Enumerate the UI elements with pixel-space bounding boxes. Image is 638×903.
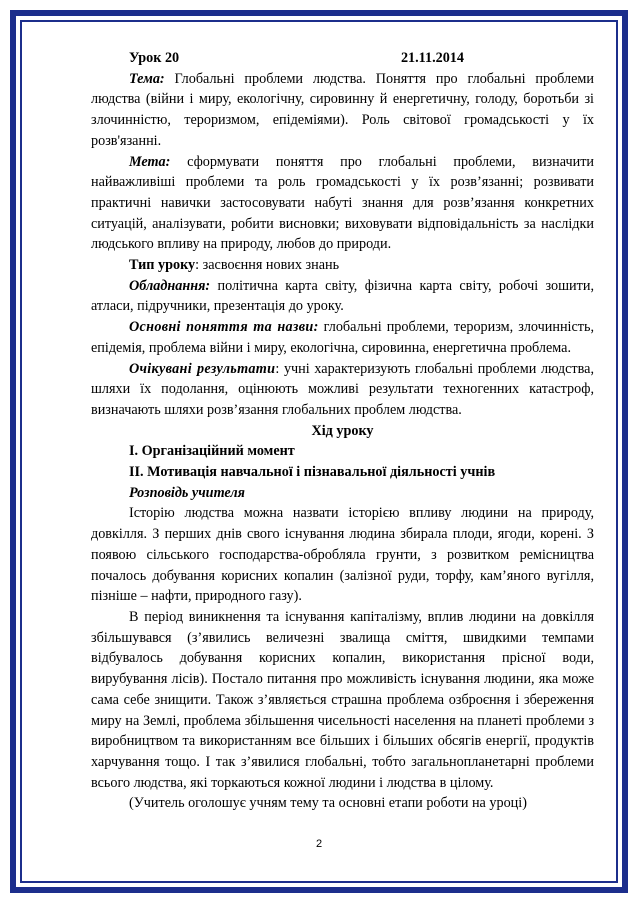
body-paragraph-2: В період виникнення та існування капіталізму, вплив людини на довкілля збільшувався (з’явились величезні звалища сміття, швидкими темпами відбувалось добування корисних копалин, використання прісної води, вирубування лісів). Постало питання про можливість існування людини, яка може сама себе знищити. Також з’являється страшна проблема озброєння і збереження миру на Землі, проблема збільшення чисельності населення на планеті проблеми з виробництвом та використанням все більших і більших обсягів енергії, продуктів харчування тощо. І так з’явилися глобальні, тобто загальнопланетарні проблеми всього людства, які торкаються кожної людини і людства в цілому. (91, 608, 594, 791)
section-motivation: ІІ. Мотивація навчальної і пізнавальної діяльності учнів (129, 464, 496, 481)
section-organizational: І. Організаційний момент (129, 443, 295, 460)
concepts-label: Основні поняття та назви: (129, 319, 319, 336)
topic-paragraph (91, 69, 594, 152)
goal-text: сформувати поняття про глобальні проблеми, визначити найважливіші проблеми та роль громадськості у їх розв’язанні; розвивати практичні навички застосовувати набуті знання для розв’язання конкретних ситуацій, аналізувати, робити висновки; виховувати відповідальність за наслідки людського впливу на природу, любов до природи. (91, 153, 594, 253)
topic-label: Тема: (129, 70, 165, 87)
equipment-label: Обладнання: (129, 277, 211, 294)
concepts-paragraph (91, 317, 594, 358)
teacher-story-heading: Розповідь учителя (129, 484, 245, 501)
equipment-paragraph (91, 276, 594, 317)
goal-label: Мета: (129, 153, 171, 170)
document-body (91, 48, 594, 814)
lesson-type-label: Тип уроку (129, 257, 196, 274)
course-heading: Хід уроку (311, 422, 374, 439)
concepts-text: глобальні проблеми, тероризм, злочинність, епідемія, проблема війни і миру, екологічна, сировинна, енергетична проблема. (91, 319, 594, 356)
lesson-header (91, 48, 594, 69)
topic-text: Глобальні проблеми людства. Поняття про глобальні проблеми людства (війни і миру, екологічну, сировинну й енергетичну, голоду, боротьби зі злочинністю, тероризмом, епідеміями). Роль світової громадськості у їх розв'язанні. (91, 70, 594, 149)
lesson-type-text: : засвоєння нових знань (195, 257, 340, 274)
lesson-number: Урок 20 (129, 50, 180, 66)
body-paragraph-1: Історію людства можна назвати історією впливу людини на природу, довкілля. З перших днів свого існування людина збирала плоди, ягоди, корені. З появою сільського господарства-обробляла грунти, з розвитком ремісництва почалось добування корисних копалин (залізної руди, торфу, кам’яного вугілля, пізніше – нафти, природного газу). (91, 505, 594, 605)
goal-paragraph (91, 152, 594, 256)
results-paragraph (91, 359, 594, 421)
body-paragraph-3: (Учитель оголошує учням тему та основні етапи роботи на уроці) (129, 795, 527, 812)
equipment-text: політична карта світу, фізична карта світу, робочі зошити, атласи, підручники, презентація до уроку. (91, 277, 594, 315)
results-text: : учні характеризують глобальні проблеми людства, шляхи їх подолання, оцінюють можливі результати техногенних катастроф, визначають шляхи розв’язання глобальних проблем людства. (91, 360, 594, 418)
results-label: Очікувані результати (129, 360, 276, 377)
page-number: 2 (315, 838, 323, 850)
lesson-date: 21.11.2014 (400, 50, 464, 66)
lesson-type-paragraph (91, 255, 594, 276)
